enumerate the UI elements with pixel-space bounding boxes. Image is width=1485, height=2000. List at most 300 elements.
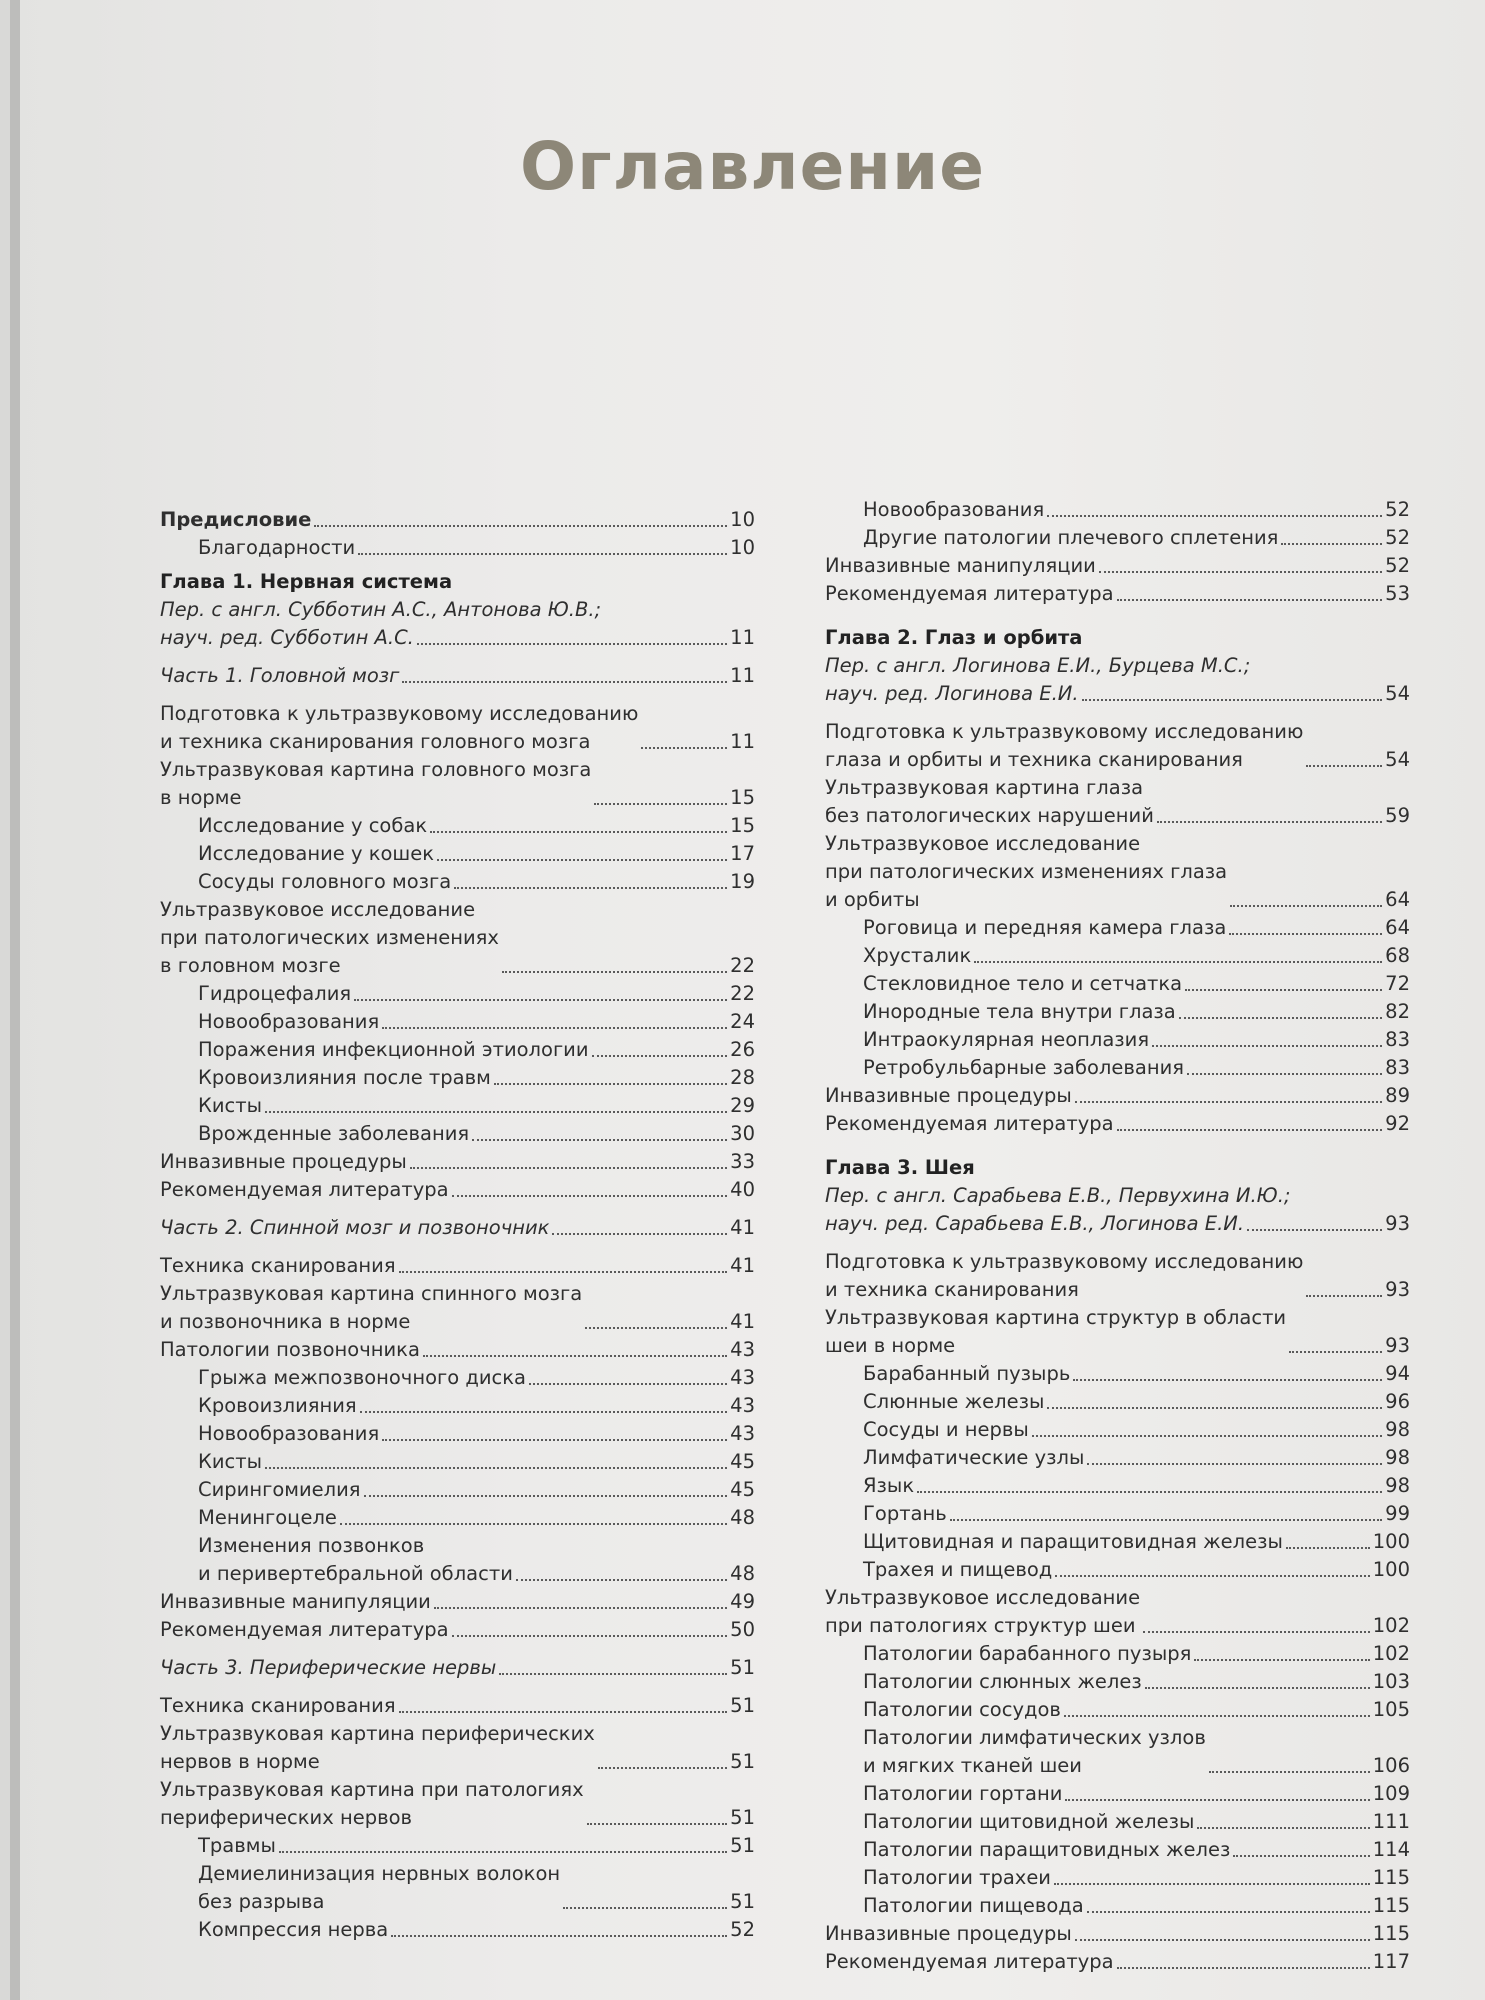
toc-page-number: 41 — [730, 1254, 755, 1277]
toc-spacer — [825, 1138, 1410, 1148]
toc-subentry[interactable] — [825, 1640, 1410, 1668]
toc-entry-title: Инвазивные процедуры — [825, 1922, 1072, 1945]
toc-spacer — [160, 652, 755, 662]
toc-entry-title: Менингоцеле — [198, 1506, 337, 1529]
page-title: Оглавление — [520, 128, 985, 205]
toc-right-column — [825, 496, 1410, 1976]
dot-leader — [452, 1635, 728, 1637]
dot-leader — [516, 1579, 727, 1581]
toc-entry-title: Подготовка к ультразвуковому исследованию и техника сканирования — [825, 1250, 1304, 1301]
dot-leader — [950, 1519, 1382, 1521]
toc-subentry[interactable] — [825, 1864, 1410, 1892]
toc-page-number: 10 — [730, 536, 755, 559]
toc-subentry[interactable] — [825, 1416, 1410, 1444]
toc-entry[interactable] — [160, 896, 755, 980]
toc-left-column — [160, 506, 755, 1944]
toc-entry-title: Трахея и пищевод — [863, 1558, 1053, 1581]
toc-subentry[interactable] — [825, 1444, 1410, 1472]
toc-entry-title: Предисловие — [160, 508, 312, 531]
toc-entry-title: Ретробульбарные заболевания — [863, 1056, 1184, 1079]
toc-entry[interactable] — [160, 700, 755, 756]
toc-subentry[interactable] — [825, 1668, 1410, 1696]
dot-leader — [265, 1467, 727, 1469]
toc-entry-title: Подготовка к ультразвуковому исследованию и техника сканирования головного мозга — [160, 702, 639, 753]
toc-page-number: 102 — [1372, 1642, 1410, 1665]
dot-leader — [1117, 1967, 1370, 1969]
dot-leader — [1157, 821, 1382, 823]
toc-page-number: 98 — [1385, 1446, 1410, 1469]
toc-subentry[interactable] — [825, 1696, 1410, 1724]
toc-subentry[interactable] — [160, 534, 755, 562]
toc-entry-title: Гидроцефалия — [198, 982, 352, 1005]
dot-leader — [1075, 1939, 1370, 1941]
dot-leader — [1229, 933, 1382, 935]
toc-spacer — [825, 708, 1410, 718]
toc-entry[interactable] — [825, 552, 1410, 580]
toc-entry-title: Щитовидная и паращитовидная железы — [863, 1530, 1283, 1553]
toc-entry[interactable] — [160, 1616, 755, 1644]
toc-entry-title: Рекомендуемая литература — [825, 1112, 1114, 1135]
toc-page-number: 30 — [730, 1122, 755, 1145]
toc-entry[interactable] — [160, 1692, 755, 1720]
toc-entry-title: Часть 3. Периферические нервы — [160, 1656, 497, 1679]
toc-subentry[interactable] — [825, 1836, 1410, 1864]
toc-entry[interactable] — [825, 1248, 1410, 1304]
toc-entry-title: Ультразвуковое исследование при патологических изменениях в головном мозге — [160, 898, 499, 977]
toc-subentry[interactable] — [825, 1500, 1410, 1528]
toc-subentry[interactable] — [825, 1388, 1410, 1416]
toc-entry[interactable] — [825, 680, 1410, 708]
toc-entry-title: Инородные тела внутри глаза — [863, 1000, 1176, 1023]
toc-page-number: 105 — [1372, 1698, 1410, 1721]
toc-entry-title: Сосуды головного мозга — [198, 870, 452, 893]
toc-subentry[interactable] — [160, 868, 755, 896]
toc-entry[interactable] — [825, 830, 1410, 914]
toc-entry[interactable] — [160, 1280, 755, 1336]
toc-page-number: 64 — [1385, 916, 1410, 939]
toc-entry-title: Гортань — [863, 1502, 947, 1525]
toc-page-number: 51 — [730, 1694, 755, 1717]
toc-page-number: 41 — [730, 1310, 755, 1333]
dot-leader — [437, 859, 727, 861]
dot-leader — [391, 1935, 727, 1937]
dot-leader — [314, 525, 727, 527]
toc-subentry[interactable] — [160, 840, 755, 868]
toc-entry-title: Лимфатические узлы — [863, 1446, 1085, 1469]
toc-spacer — [825, 1238, 1410, 1248]
page-spine-shadow — [10, 0, 20, 2000]
toc-page-number: 17 — [730, 842, 755, 865]
toc-entry-title: Кровоизлияния — [198, 1394, 357, 1417]
toc-page-number: 50 — [730, 1618, 755, 1641]
toc-page-number: 33 — [730, 1150, 755, 1173]
toc-entry-title: Стекловидное тело и сетчатка — [863, 972, 1183, 995]
dot-leader — [382, 1439, 727, 1441]
toc-page-number: 52 — [1385, 554, 1410, 577]
dot-leader — [452, 1195, 728, 1197]
dot-leader — [552, 1233, 727, 1235]
toc-entry-title: Рекомендуемая литература — [825, 582, 1114, 605]
toc-entry[interactable] — [825, 1920, 1410, 1948]
dot-leader — [917, 1491, 1382, 1493]
toc-page-number: 100 — [1372, 1558, 1410, 1581]
toc-entry-title: Благодарности — [198, 536, 356, 559]
dot-leader — [585, 1327, 727, 1329]
toc-entry[interactable] — [160, 1776, 755, 1832]
toc-subentry[interactable] — [160, 980, 755, 1008]
toc-subentry[interactable] — [160, 1064, 755, 1092]
dot-leader — [364, 1495, 728, 1497]
toc-page-number: 51 — [730, 1834, 755, 1857]
toc-subentry[interactable] — [825, 1724, 1410, 1780]
toc-page-number: 48 — [730, 1506, 755, 1529]
toc-entry-title: Сосуды и нервы — [863, 1418, 1029, 1441]
dot-leader — [1145, 1687, 1370, 1689]
dot-leader — [1047, 1407, 1382, 1409]
toc-entry[interactable] — [825, 1304, 1410, 1360]
toc-entry-title: Ультразвуковая картина периферических нервов в норме — [160, 1722, 595, 1773]
toc-entry[interactable] — [160, 506, 755, 534]
toc-page-number: 43 — [730, 1338, 755, 1361]
toc-entry[interactable] — [160, 1654, 755, 1682]
toc-page-number: 93 — [1385, 1212, 1410, 1235]
dot-leader — [1143, 1631, 1370, 1633]
chapter-heading: Глава 2. Глаз и орбита — [825, 626, 1083, 649]
toc-entry-title: Ультразвуковая картина структур в области шеи в норме — [825, 1306, 1287, 1357]
dot-leader — [1233, 1855, 1369, 1857]
toc-subentry[interactable] — [160, 1008, 755, 1036]
toc-entry[interactable] — [825, 1210, 1410, 1238]
toc-entry[interactable] — [160, 1148, 755, 1176]
toc-entry[interactable] — [160, 1176, 755, 1204]
toc-page-number: 26 — [730, 1038, 755, 1061]
dot-leader — [1230, 905, 1382, 907]
toc-entry-title: Инвазивные процедуры — [825, 1084, 1072, 1107]
toc-entry-title: Часть 1. Головной мозг — [160, 664, 400, 687]
toc-page-number: 53 — [1385, 582, 1410, 605]
dot-leader — [1247, 1229, 1382, 1231]
dot-leader — [1306, 1295, 1382, 1297]
toc-page-number: 45 — [730, 1478, 755, 1501]
toc-spacer — [160, 1682, 755, 1692]
toc-page-number: 11 — [730, 730, 755, 753]
toc-page-number: 117 — [1372, 1950, 1410, 1973]
toc-entry[interactable] — [825, 1082, 1410, 1110]
toc-page-number: 89 — [1385, 1084, 1410, 1107]
toc-entry-title: Техника сканирования — [160, 1694, 396, 1717]
toc-page-number: 10 — [730, 508, 755, 531]
toc-entry-title: Поражения инфекционной этиологии — [198, 1038, 589, 1061]
dot-leader — [1187, 1073, 1382, 1075]
dot-leader — [1054, 1883, 1370, 1885]
toc-entry-title: Инвазивные манипуляции — [825, 554, 1096, 577]
toc-subentry[interactable] — [160, 1532, 755, 1588]
toc-page-number: 48 — [730, 1562, 755, 1585]
toc-page-number: 54 — [1385, 682, 1410, 705]
dot-leader — [594, 803, 727, 805]
translator-credit: Пер. с англ. Сарабьева Е.В., Первухина И.Ю.; — [825, 1184, 1291, 1207]
toc-entry[interactable] — [160, 624, 755, 652]
toc-entry-title: науч. ред. Сарабьева Е.В., Логинова Е.И. — [825, 1212, 1245, 1235]
dot-leader — [1117, 1129, 1383, 1131]
toc-entry-title: Грыжа межпозвоночного диска — [198, 1366, 526, 1389]
toc-subentry[interactable] — [160, 1476, 755, 1504]
toc-entry[interactable] — [160, 1720, 755, 1776]
toc-entry-title: Новообразования — [198, 1010, 380, 1033]
toc-entry-title: Компрессия нерва — [198, 1918, 389, 1941]
toc-spacer — [825, 608, 1410, 618]
toc-page-number: 24 — [730, 1010, 755, 1033]
toc-subentry[interactable] — [825, 1528, 1410, 1556]
toc-page-number: 49 — [730, 1590, 755, 1613]
dot-leader — [410, 1167, 727, 1169]
toc-subentry[interactable] — [160, 1832, 755, 1860]
toc-spacer — [160, 690, 755, 700]
toc-page-number: 45 — [730, 1450, 755, 1473]
toc-page-number: 115 — [1372, 1894, 1410, 1917]
toc-page-number: 51 — [730, 1806, 755, 1829]
toc-page-number: 94 — [1385, 1362, 1410, 1385]
toc-page-number: 59 — [1385, 804, 1410, 827]
toc-page-number: 114 — [1372, 1838, 1410, 1861]
toc-entry-title: Новообразования — [198, 1422, 380, 1445]
toc-page-number: 92 — [1385, 1112, 1410, 1135]
toc-page-number: 52 — [1385, 498, 1410, 521]
toc-entry-title: Инвазивные манипуляции — [160, 1590, 431, 1613]
toc-entry[interactable] — [825, 718, 1410, 774]
toc-subentry[interactable] — [825, 942, 1410, 970]
toc-spacer — [160, 1644, 755, 1654]
toc-spacer — [160, 1204, 755, 1214]
toc-page-number: 22 — [730, 982, 755, 1005]
toc-entry-title: Патологии щитовидной железы — [863, 1810, 1195, 1833]
toc-entry-title: Врожденные заболевания — [198, 1122, 470, 1145]
toc-subentry[interactable] — [160, 1092, 755, 1120]
dot-leader — [340, 1523, 727, 1525]
toc-page-number: 100 — [1372, 1530, 1410, 1553]
toc-subentry[interactable] — [825, 524, 1410, 552]
toc-page-number: 52 — [730, 1918, 755, 1941]
toc-page-number: 15 — [730, 786, 755, 809]
toc-subentry[interactable] — [160, 1916, 755, 1944]
toc-entry[interactable] — [160, 1588, 755, 1616]
toc-entry[interactable] — [825, 774, 1410, 830]
dot-leader — [529, 1383, 727, 1385]
toc-entry-title: Подготовка к ультразвуковому исследованию глаза и орбиты и техника сканирования — [825, 720, 1304, 771]
toc-entry-title: Исследование у кошек — [198, 842, 435, 865]
dot-leader — [598, 1767, 727, 1769]
toc-page-number: 109 — [1372, 1782, 1410, 1805]
toc-entry[interactable] — [160, 1336, 755, 1364]
chapter-heading: Глава 3. Шея — [825, 1156, 975, 1179]
toc-subentry[interactable] — [160, 1860, 755, 1916]
dot-leader — [499, 1673, 727, 1675]
dot-leader — [454, 887, 727, 889]
dot-leader — [360, 1411, 728, 1413]
dot-leader — [417, 643, 727, 645]
toc-entry-title: Демиелинизация нервных волокон без разрыва — [198, 1862, 561, 1913]
toc-subentry[interactable] — [160, 1420, 755, 1448]
dot-leader — [641, 747, 727, 749]
toc-entry-title: Кисты — [198, 1094, 262, 1117]
toc-entry-title: Барабанный пузырь — [863, 1362, 1071, 1385]
toc-page-number: 54 — [1385, 748, 1410, 771]
toc-entry-title: Травмы — [198, 1834, 276, 1857]
toc-entry[interactable] — [825, 580, 1410, 608]
dot-leader — [1179, 1017, 1382, 1019]
toc-page-number: 93 — [1385, 1278, 1410, 1301]
toc-entry-title: Ультразвуковая картина при патологиях периферических нервов — [160, 1778, 584, 1829]
toc-page-number: 11 — [730, 664, 755, 687]
toc-page-number: 83 — [1385, 1056, 1410, 1079]
toc-subentry[interactable] — [160, 1392, 755, 1420]
toc-entry[interactable] — [160, 1214, 755, 1242]
dot-leader — [1194, 1659, 1369, 1661]
toc-page-number: 72 — [1385, 972, 1410, 995]
dot-leader — [1082, 699, 1383, 701]
book-page — [10, 0, 1485, 2000]
toc-entry[interactable] — [825, 1110, 1410, 1138]
toc-page-number: 19 — [730, 870, 755, 893]
toc-entry-title: Интраокулярная неоплазия — [863, 1028, 1150, 1051]
toc-subentry[interactable] — [825, 998, 1410, 1026]
toc-entry-title: Патологии паращитовидных желез — [863, 1838, 1231, 1861]
toc-subentry[interactable] — [160, 1036, 755, 1064]
toc-entry-title: Патологии сосудов — [863, 1698, 1061, 1721]
toc-subentry[interactable] — [825, 496, 1410, 524]
toc-page-number: 83 — [1385, 1028, 1410, 1051]
toc-subentry[interactable] — [825, 1556, 1410, 1584]
toc-page-number: 99 — [1385, 1502, 1410, 1525]
dot-leader — [1152, 1045, 1382, 1047]
toc-subentry[interactable] — [825, 1892, 1410, 1920]
toc-entry-title: Рекомендуемая литература — [825, 1950, 1114, 1973]
toc-subentry[interactable] — [160, 1120, 755, 1148]
dot-leader — [1032, 1435, 1382, 1437]
toc-subentry[interactable] — [825, 970, 1410, 998]
toc-subentry[interactable] — [825, 1472, 1410, 1500]
toc-page-number: 98 — [1385, 1418, 1410, 1441]
toc-subentry[interactable] — [825, 1054, 1410, 1082]
toc-subentry[interactable] — [825, 1026, 1410, 1054]
dot-leader — [1075, 1101, 1382, 1103]
toc-entry-title: Другие патологии плечевого сплетения — [863, 526, 1279, 549]
chapter-heading: Глава 1. Нервная система — [160, 570, 453, 593]
dot-leader — [1064, 1715, 1370, 1717]
dot-leader — [358, 553, 727, 555]
dot-leader — [1185, 989, 1382, 991]
dot-leader — [563, 1907, 727, 1909]
toc-entry-title: Сирингомиелия — [198, 1478, 361, 1501]
dot-leader — [472, 1139, 727, 1141]
toc-entry-title: Патологии лимфатических узлов и мягких тканей шеи — [863, 1726, 1206, 1777]
dot-leader — [399, 1711, 728, 1713]
dot-leader — [592, 1055, 728, 1057]
toc-entry-title: Ультразвуковое исследование при патологиях структур шеи — [825, 1586, 1141, 1637]
toc-entry[interactable] — [825, 1584, 1410, 1640]
toc-entry-title: Патологии трахеи — [863, 1866, 1051, 1889]
toc-subentry[interactable] — [825, 1360, 1410, 1388]
toc-entry-title: Часть 2. Спинной мозг и позвоночник — [160, 1216, 550, 1239]
toc-entry-title: Роговица и передняя камера глаза — [863, 916, 1227, 939]
toc-subentry[interactable] — [160, 1364, 755, 1392]
dot-leader — [1047, 515, 1382, 517]
dot-leader — [434, 1607, 727, 1609]
toc-entry-title: Инвазивные процедуры — [160, 1150, 407, 1173]
toc-page-number: 52 — [1385, 526, 1410, 549]
toc-page-number: 22 — [730, 954, 755, 977]
toc-page-number: 115 — [1372, 1922, 1410, 1945]
toc-page-number: 40 — [730, 1178, 755, 1201]
toc-entry-title: Техника сканирования — [160, 1254, 396, 1277]
toc-subentry[interactable] — [825, 1808, 1410, 1836]
translator-credit: Пер. с англ. Логинова Е.И., Бурцева М.С.; — [825, 654, 1251, 677]
dot-leader — [1065, 1799, 1369, 1801]
toc-page-number: 51 — [730, 1890, 755, 1913]
toc-entry-title: Патологии слюнных желез — [863, 1670, 1142, 1693]
toc-entry-title: Рекомендуемая литература — [160, 1618, 449, 1641]
toc-subentry[interactable] — [160, 1504, 755, 1532]
toc-page-number: 51 — [730, 1656, 755, 1679]
toc-page-number: 64 — [1385, 888, 1410, 911]
toc-entry[interactable] — [160, 756, 755, 812]
toc-subentry[interactable] — [825, 1780, 1410, 1808]
toc-page-number: 68 — [1385, 944, 1410, 967]
toc-entry-title: Хрусталик — [863, 944, 972, 967]
dot-leader — [382, 1027, 727, 1029]
dot-leader — [1087, 1911, 1370, 1913]
toc-entry-title: Ультразвуковое исследование при патологических изменениях глаза и орбиты — [825, 832, 1228, 911]
toc-page-number: 15 — [730, 814, 755, 837]
toc-entry[interactable] — [160, 1252, 755, 1280]
toc-entry-title: Патологии гортани — [863, 1782, 1063, 1805]
toc-entry-title: Новообразования — [863, 498, 1045, 521]
dot-leader — [265, 1111, 727, 1113]
dot-leader — [399, 1271, 728, 1273]
toc-subentry[interactable] — [825, 914, 1410, 942]
toc-entry[interactable] — [825, 1948, 1410, 1976]
toc-entry-title: Патологии позвоночника — [160, 1338, 420, 1361]
dot-leader — [1286, 1547, 1370, 1549]
toc-entry-title: Рекомендуемая литература — [160, 1178, 449, 1201]
dot-leader — [354, 999, 727, 1001]
dot-leader — [402, 681, 727, 683]
dot-leader — [1197, 1827, 1369, 1829]
toc-page-number: 102 — [1372, 1614, 1410, 1637]
toc-page-number: 111 — [1372, 1810, 1410, 1833]
toc-spacer — [160, 1242, 755, 1252]
toc-page-number: 103 — [1372, 1670, 1410, 1693]
dot-leader — [1087, 1463, 1382, 1465]
dot-leader — [1055, 1575, 1369, 1577]
dot-leader — [1117, 599, 1383, 601]
toc-subentry[interactable] — [160, 812, 755, 840]
toc-page-number: 11 — [730, 626, 755, 649]
dot-leader — [1073, 1379, 1382, 1381]
dot-leader — [1209, 1771, 1370, 1773]
toc-page-number: 43 — [730, 1394, 755, 1417]
dot-leader — [423, 1355, 727, 1357]
toc-subentry[interactable] — [160, 1448, 755, 1476]
toc-page-number: 98 — [1385, 1474, 1410, 1497]
toc-entry[interactable] — [160, 662, 755, 690]
dot-leader — [1289, 1351, 1382, 1353]
toc-entry-title: науч. ред. Субботин А.С. — [160, 626, 414, 649]
toc-page-number: 96 — [1385, 1390, 1410, 1413]
toc-page-number: 115 — [1372, 1866, 1410, 1889]
toc-page-number: 93 — [1385, 1334, 1410, 1357]
dot-leader — [974, 961, 1382, 963]
